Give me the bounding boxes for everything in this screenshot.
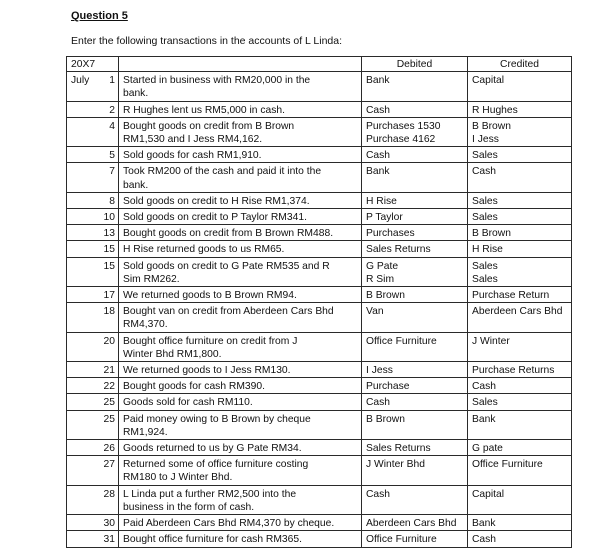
credited-account-line: Sales (472, 273, 498, 285)
transaction-description-line: Sold goods for cash RM1,910. (123, 150, 262, 162)
row-date (67, 378, 119, 394)
credited-account-line: Cash (472, 534, 497, 546)
row-day: 8 (109, 195, 115, 207)
credited-account (468, 410, 572, 439)
header-year: 20X7 (67, 57, 119, 72)
header-credited: Credited (468, 57, 572, 72)
debited-account (362, 101, 468, 117)
transaction-description (119, 303, 362, 332)
credited-account-line: Sales (472, 195, 498, 207)
table-row (67, 101, 572, 117)
table-row (67, 362, 572, 378)
credited-account-line: Aberdeen Cars Bhd (472, 306, 563, 318)
table-row (67, 257, 572, 286)
transaction-description-line: Bought office furniture on credit from J (123, 335, 298, 347)
transaction-description-line: Bought goods on credit from B Brown (123, 120, 295, 132)
credited-account (468, 241, 572, 257)
row-date (67, 163, 119, 192)
row-date (67, 147, 119, 163)
debited-account (362, 117, 468, 146)
table-row (67, 163, 572, 192)
row-date (67, 257, 119, 286)
transaction-description (119, 332, 362, 361)
debited-account-line: Office Furniture (366, 335, 437, 347)
credited-account-line: J Winter (472, 335, 510, 347)
transaction-description (119, 72, 362, 101)
debited-account-line: Purchase 4162 (366, 134, 436, 146)
credited-account-line: I Jess (472, 134, 499, 146)
debited-account-line: J Winter Bhd (366, 459, 425, 471)
table-row (67, 209, 572, 225)
transaction-description-line: L Linda put a further RM2,500 into the (123, 488, 297, 500)
debited-account-line: Bank (366, 166, 390, 178)
row-date (67, 362, 119, 378)
debited-account-line: Purchases 1530 (366, 120, 441, 132)
table-row (67, 332, 572, 361)
table-row (67, 378, 572, 394)
credited-account-line: Sales (472, 260, 498, 272)
transaction-description-line: Bought goods on credit from B Brown RM488. (123, 228, 334, 240)
transaction-description-line: We returned goods to I Jess RM130. (123, 365, 291, 377)
credited-account (468, 531, 572, 547)
transaction-description (119, 485, 362, 514)
table-row (67, 440, 572, 456)
table-row (67, 192, 572, 208)
row-date (67, 303, 119, 332)
row-date (67, 394, 119, 410)
credited-account (468, 440, 572, 456)
credited-account-line: Bank (472, 518, 496, 530)
row-day: 5 (109, 150, 115, 162)
debited-account (362, 332, 468, 361)
row-date (67, 531, 119, 547)
debited-account-line: Sales Returns (366, 443, 431, 455)
row-day: 31 (103, 534, 115, 546)
transaction-description-line: Bought office furniture for cash RM365. (123, 534, 302, 546)
table-row (67, 117, 572, 146)
row-date (67, 485, 119, 514)
row-day: 25 (103, 397, 115, 409)
debited-account (362, 440, 468, 456)
credited-account-line: Sales (472, 212, 498, 224)
debited-account-line: Purchases (366, 228, 415, 240)
transaction-description-line: Sim RM262. (123, 273, 180, 285)
transaction-description (119, 147, 362, 163)
debited-account-line: Van (366, 306, 384, 318)
question-title: Question 5 (71, 10, 128, 22)
row-date (67, 101, 119, 117)
row-date (67, 241, 119, 257)
row-date (67, 72, 119, 101)
credited-account-line: Cash (472, 381, 497, 393)
table-row (67, 241, 572, 257)
header-debited: Debited (362, 57, 468, 72)
credited-account (468, 163, 572, 192)
debited-account-line: Cash (366, 488, 391, 500)
transaction-description (119, 257, 362, 286)
debited-account (362, 72, 468, 101)
debited-account (362, 531, 468, 547)
row-day: 26 (103, 443, 115, 455)
instruction-text: Enter the following transactions in the accounts of L Linda: (71, 35, 343, 47)
credited-account-line: G pate (472, 443, 503, 455)
credited-account-line: Bank (472, 413, 496, 425)
row-day: 30 (103, 518, 115, 530)
row-day: 2 (109, 104, 115, 116)
transaction-description-line: Paid money owing to B Brown by cheque (123, 413, 311, 425)
transaction-description (119, 456, 362, 485)
row-day: 13 (103, 228, 115, 240)
table-row (67, 456, 572, 485)
row-day: 1 (109, 75, 115, 87)
table-row (67, 147, 572, 163)
transaction-description-line: R Hughes lent us RM5,000 in cash. (123, 104, 285, 116)
credited-account (468, 485, 572, 514)
debited-account-line: H Rise (366, 195, 397, 207)
credited-account (468, 147, 572, 163)
row-day: 15 (103, 260, 115, 272)
debited-account-line: B Brown (366, 413, 405, 425)
transaction-description-line: bank. (123, 179, 149, 191)
debited-account-line: P Taylor (366, 212, 403, 224)
credited-account (468, 456, 572, 485)
transaction-description-line: Sold goods on credit to G Pate RM535 and R (123, 260, 330, 272)
row-day: 17 (103, 290, 115, 302)
row-day: 21 (103, 365, 115, 377)
debited-account-line: Purchase (366, 381, 410, 393)
transaction-description-line: Sold goods on credit to P Taylor RM341. (123, 212, 307, 224)
table-row (67, 531, 572, 547)
transaction-description-line: Sold goods on credit to H Rise RM1,374. (123, 195, 310, 207)
transaction-description (119, 515, 362, 531)
row-day: 10 (103, 212, 115, 224)
credited-account-line: Sales (472, 397, 498, 409)
debited-account (362, 456, 468, 485)
transaction-description (119, 163, 362, 192)
row-date (67, 410, 119, 439)
transaction-description-line: Goods returned to us by G Pate RM34. (123, 443, 302, 455)
transaction-description-line: We returned goods to B Brown RM94. (123, 290, 297, 302)
debited-account (362, 287, 468, 303)
table-body (67, 72, 572, 547)
transaction-description-line: bank. (123, 88, 149, 100)
transaction-description (119, 192, 362, 208)
credited-account-line: B Brown (472, 120, 511, 132)
credited-account-line: H Rise (472, 244, 503, 256)
credited-account (468, 394, 572, 410)
transactions-table (66, 56, 572, 548)
row-day: 25 (103, 413, 115, 425)
transaction-description-line: RM180 to J Winter Bhd. (123, 472, 233, 484)
debited-account (362, 394, 468, 410)
table-row (67, 515, 572, 531)
transaction-description-line: Goods sold for cash RM110. (123, 397, 253, 409)
credited-account (468, 257, 572, 286)
header-description (119, 57, 362, 72)
credited-account (468, 362, 572, 378)
table-header-row (67, 57, 572, 72)
transaction-description (119, 101, 362, 117)
table-row (67, 410, 572, 439)
debited-account (362, 192, 468, 208)
transaction-description (119, 287, 362, 303)
transaction-description-line: RM1,924. (123, 426, 168, 438)
debited-account-line: Sales Returns (366, 244, 431, 256)
debited-account (362, 225, 468, 241)
table-row (67, 72, 572, 101)
debited-account-line: I Jess (366, 365, 393, 377)
credited-account (468, 287, 572, 303)
credited-account (468, 332, 572, 361)
debited-account (362, 163, 468, 192)
credited-account (468, 378, 572, 394)
debited-account (362, 241, 468, 257)
row-date (67, 209, 119, 225)
row-day: 20 (103, 335, 115, 347)
credited-account-line: Office Furniture (472, 459, 543, 471)
row-date (67, 192, 119, 208)
debited-account-line: Cash (366, 150, 391, 162)
transaction-description-line: Returned some of office furniture costing (123, 459, 309, 471)
transaction-description-line: Winter Bhd RM1,800. (123, 348, 222, 360)
debited-account-line: G Pate (366, 260, 399, 272)
row-day: 22 (103, 381, 115, 393)
table-row (67, 394, 572, 410)
transaction-description-line: RM4,370. (123, 319, 168, 331)
debited-account (362, 303, 468, 332)
table-row (67, 225, 572, 241)
credited-account (468, 192, 572, 208)
row-date (67, 440, 119, 456)
transaction-description (119, 531, 362, 547)
transaction-description-line: Bought van on credit from Aberdeen Cars Bhd (123, 306, 334, 318)
credited-account-line: R Hughes (472, 104, 518, 116)
row-day: 28 (103, 488, 115, 500)
credited-account-line: Sales (472, 150, 498, 162)
credited-account (468, 101, 572, 117)
credited-account-line: Cash (472, 166, 497, 178)
row-date (67, 456, 119, 485)
row-day: 18 (103, 306, 115, 318)
debited-account-line: Cash (366, 104, 391, 116)
transaction-description (119, 225, 362, 241)
debited-account (362, 378, 468, 394)
transaction-description (119, 117, 362, 146)
row-month: July (71, 75, 90, 87)
transaction-description-line: Bought goods for cash RM390. (123, 381, 265, 393)
credited-account-line: Capital (472, 488, 505, 500)
debited-account (362, 515, 468, 531)
transaction-description (119, 378, 362, 394)
credited-account (468, 515, 572, 531)
transaction-description (119, 241, 362, 257)
transaction-description-line: business in the form of cash. (123, 501, 255, 513)
credited-account (468, 72, 572, 101)
table-row (67, 303, 572, 332)
row-day: 7 (109, 166, 115, 178)
transaction-description (119, 410, 362, 439)
debited-account-line: Aberdeen Cars Bhd (366, 518, 457, 530)
debited-account (362, 485, 468, 514)
debited-account (362, 410, 468, 439)
transaction-description (119, 209, 362, 225)
credited-account-line: B Brown (472, 228, 511, 240)
credited-account-line: Purchase Return (472, 290, 550, 302)
transaction-description (119, 394, 362, 410)
debited-account-line: Bank (366, 75, 390, 87)
row-date (67, 515, 119, 531)
transaction-description-line: Started in business with RM20,000 in the (123, 75, 311, 87)
row-date (67, 117, 119, 146)
row-date (67, 287, 119, 303)
transaction-description-line: H Rise returned goods to us RM65. (123, 244, 285, 256)
table-row (67, 287, 572, 303)
credited-account (468, 117, 572, 146)
table-row (67, 485, 572, 514)
debited-account (362, 209, 468, 225)
debited-account (362, 257, 468, 286)
row-date (67, 332, 119, 361)
row-date (67, 225, 119, 241)
debited-account-line: Office Furniture (366, 534, 437, 546)
credited-account-line: Purchase Returns (472, 365, 555, 377)
credited-account (468, 209, 572, 225)
credited-account-line: Capital (472, 75, 505, 87)
credited-account (468, 303, 572, 332)
transaction-description (119, 440, 362, 456)
transaction-description-line: Took RM200 of the cash and paid it into the (123, 166, 322, 178)
row-day: 27 (103, 459, 115, 471)
debited-account (362, 362, 468, 378)
transaction-description (119, 362, 362, 378)
transaction-description-line: RM1,530 and I Jess RM4,162. (123, 134, 263, 146)
debited-account-line: B Brown (366, 290, 405, 302)
debited-account-line: Cash (366, 397, 391, 409)
debited-account (362, 147, 468, 163)
transaction-description-line: Paid Aberdeen Cars Bhd RM4,370 by cheque. (123, 518, 335, 530)
row-day: 4 (109, 120, 115, 132)
credited-account (468, 225, 572, 241)
row-day: 15 (103, 244, 115, 256)
debited-account-line: R Sim (366, 273, 395, 285)
